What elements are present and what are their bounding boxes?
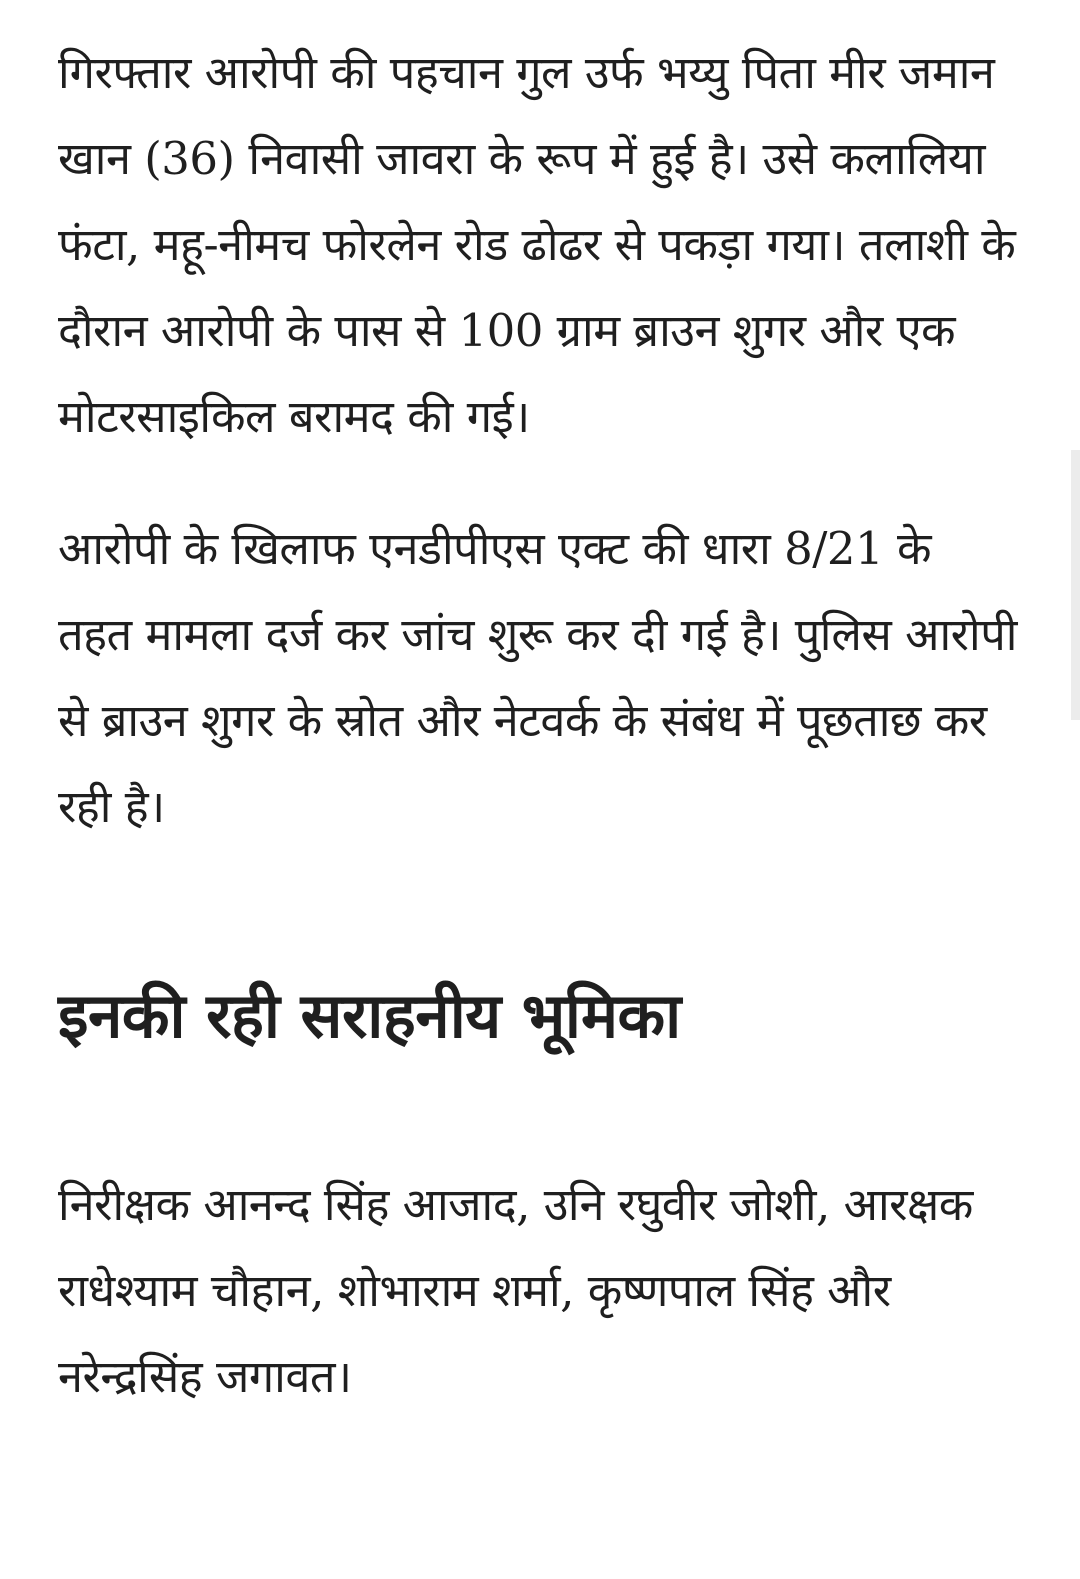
section-heading: इनकी रही सराहनीय भूमिका (58, 979, 681, 1052)
article-paragraph-arrest-details: गिरफ्तार आरोपी की पहचान गुल उर्फ भय्यु पिता मीर जमान खान (36) निवासी जावरा के रूप में हुई है। उसे कलालिया फंटा, महू-नीमच फोरलेन रोड ढोढर से पकड़ा गया। तलाशी के दौरान आरोपी के पास से 100 ग्राम ब्राउन शुगर और एक मोटरसाइकिल बरामद की गई। (58, 46, 1016, 443)
article-paragraph-case-registration: आरोपी के खिलाफ एनडीपीएस एक्ट की धारा 8/21 के तहत मामला दर्ज कर जांच शुरू कर दी गई है। पुलिस आरोपी से ब्राउन शुगर के स्रोत और नेटवर्क के संबंध में पूछताछ कर रही है। (58, 522, 1017, 833)
scrollbar-thumb[interactable] (1071, 450, 1080, 720)
article-paragraph-team-members: निरीक्षक आनन्द सिंह आजाद, उनि रघुवीर जोशी, आरक्षक राधेश्याम चौहान, शोभाराम शर्मा, कृष्णपाल सिंह और नरेन्द्रसिंह जगावत। (58, 1178, 973, 1403)
article-body (58, 30, 1018, 1420)
